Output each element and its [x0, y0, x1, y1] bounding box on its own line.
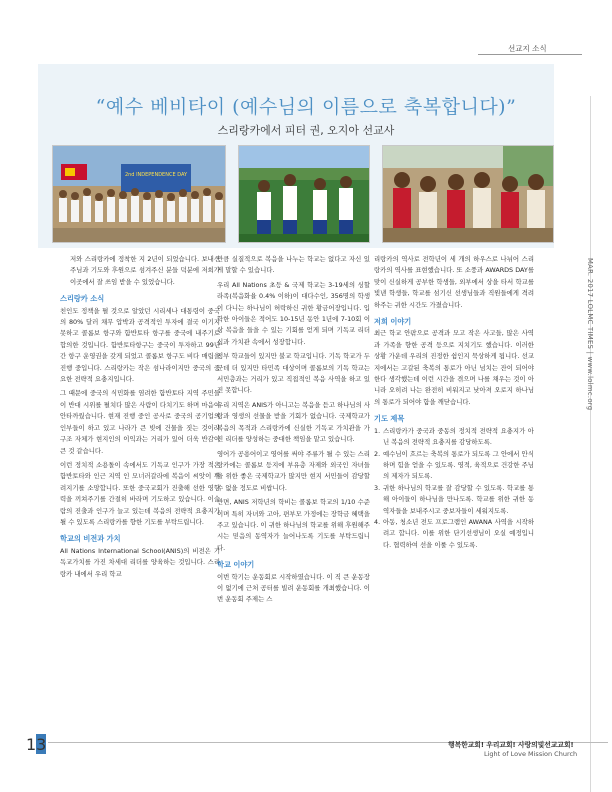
- paragraph: 이번 학기는 운동회로 시작하였습니다. 이 직 큰 운동장이 없기에 근처 공터를 빌려 운동회를 개최했습니다. 이번 운동회 주제는 스: [217, 572, 370, 604]
- section-heading: 스리랑카 소식: [60, 294, 105, 304]
- photo-sports-day: [238, 145, 370, 243]
- article-byline: 스리랑카에서 피터 권, 오지아 선교사: [217, 124, 395, 137]
- photo-children-group: [382, 145, 554, 243]
- paragraph: 리랑카의 역사로 전학년이 세 개의 하우스로 나뉘어 스리랑카의 역사를 표현했습니다. 또 소풍과 AWARDS DAY를 맞이 신실하게 공부한 학생들, 외부에서 상을 타서 학교를 빛낸 학생들, 학교를 섬기신 선생님들과 직원들에게 격려하주는 귀한 시간도 가졌습니다.: [374, 255, 534, 309]
- photo-school-assembly: [52, 145, 226, 243]
- header-divider: [478, 54, 582, 55]
- paragraph: 만큼 실질적으로 복음을 나누는 학교는 없다고 자신 있게 말할 수 있습니다.: [217, 255, 370, 275]
- section-heading: 기도 제목: [374, 414, 405, 424]
- footer-church-name: Light of Love Mission Church: [484, 750, 578, 758]
- prayer-list: [374, 426, 534, 551]
- paragraph: 정부 학교들이 있지만 불교 학교입니다. 기독 학교가 두 군데 더 있지만 타민족 대상이며 콜롬보의 기독 학교는 서민층과는 거리가 있고 직접적인 복음 사역을 하고 있진 못합니다.: [217, 352, 370, 395]
- list-item: 4. 아동, 청소년 전도 프로그램인 AWANA 사역을 시작하려고 합니다. 이를 위한 단기선생님이 오실 예정입니다. 협력하여 선을 이룰 수 있도록.: [374, 517, 534, 549]
- section-heading: 학교의 비전과 가치: [60, 534, 121, 544]
- section-heading: 저희 이야기: [374, 317, 412, 327]
- section-heading: 학교 이야기: [217, 560, 255, 570]
- list-item: 3. 귀한 하나님의 학교를 잘 감당할 수 있도록. 학교를 통해 아이들이 하나님을 만나도록. 학교를 위한 귀한 동역자들을 보내주시고 중보자들이 세워지도록.: [374, 483, 534, 515]
- article-column-3: [374, 254, 534, 551]
- paragraph: 친인도 정책을 펼 것으로 알았던 시리세나 대통령이 중국의 80% 달러 채무 압박과 공격적인 투자에 결국 이기지 못하고 콜롬보 항구와 함반토타 항구를 중국에 내주기로 합의한 것입니다. 함반토타항구는 중국이 투자하고 99년간 항구 운영권을 갖게 되었고 콜롬보 항구도 비다 매립을 진행 중입니다. 스리랑카는 작은 섬나라이지만 중국의 중요한 전략적 요충지입니다.: [60, 306, 220, 384]
- paragraph: 그 때문에 중국의 식민화를 염려한 함반토타 지역 주민들이 반대 시위를 펼치다 많은 사람이 다치기도 하며 마음이 안타까웠습니다. 현재 진행 중인 공사로 중국의 공기업의 인부들이 하고 있고 나라가 큰 빚에 건물을 짓는 것이라 구조 자체가 현지인의 이익과는 거리가 있어 더욱 반감이 큰 것 같습니다.: [60, 389, 220, 455]
- paragraph: 우리 지역은 ANIS가 아니고는 복음을 듣고 하나님의 사랑과 영생의 선물을 받을 기회가 없습니다. 국제학교가 복음의 목적과 스리랑카에 신실한 기독교 가치관을 가진 리더를 양성하는 중대한 책임을 맡고 있습니다.: [217, 400, 370, 444]
- banner-text: 2nd INDEPENDENCE DAY: [124, 172, 188, 178]
- list-item: 2. 예수님이 흐르는 축복의 통로가 되도록 그 안에서 안식하며 힘을 얻을 수 있도록. 영적, 육적으로 건강한 주님의 제자가 되도록.: [374, 449, 534, 481]
- list-item: 1. 스리랑카가 중국과 중동의 정치적 전략적 요충지가 아닌 복음의 전략적 요충지를 감당하도록.: [374, 426, 534, 447]
- section-label: 선교지 소식: [508, 44, 547, 53]
- paragraph: All Nations International School(ANIS)의 비전은 기독교가치를 가진 차세대 리더를 양육하는 것입니다. 스리랑카 내에서 우리 학교: [60, 546, 220, 578]
- issue-sidebar: [584, 258, 596, 578]
- paragraph: 우리 All Nations 초등 & 국제 학교는 3-19세의 싱할라족(복음화율 0.4% 이하)이 대다수인, 356명의 학생이 다니는 하나님이 허락하신 귀한 황금어장입니다. 입학한 아이들은 적어도 10-15년 동안 1년에 7-10회 이상 복음을 들을 수 있는 기회를 얻게 되며 기독교 리더십과 가치관 속에서 성장합니다.: [217, 280, 370, 346]
- paragraph: 영어가 공용어이고 영어를 써야 주류가 될 수 있는 스리랑카에는 콜롬보 등지에 부유층 자제와 외국인 자녀들을 위한 좋은 국제학교가 많지만 현지 서민들이 감당할 수 없을 정도로 비쌉니다.: [217, 449, 370, 492]
- article-column-2: [217, 254, 370, 609]
- paragraph: 반면, ANIS 저학년의 학비는 콜롬보 학교의 1/10 수준이며 특히 자녀와 고아, 편부모 가정에는 장학금 혜택을 주고 있습니다. 이 귀한 하나님의 학교를 위해 후원해주시는 믿음의 동역자가 늘어나도록 기도를 부탁드립니다.: [217, 498, 370, 552]
- article-title: “예수 베비타이 (예수님의 이름으로 축복합니다)”: [95, 96, 517, 118]
- footer-church-slogan: 행복한교회! 우리교회! 사랑의빛선교교회!: [448, 741, 574, 749]
- issue-sidebar-text: MAR. 2017 LOLMC TIMES | www.lolmc.org: [586, 258, 594, 411]
- page-number: 13: [26, 735, 47, 754]
- article-column-1: [60, 254, 220, 583]
- paragraph: 이런 정치적 소용돌이 속에서도 기독교 인구가 가장 적은 함반토타와 인근 지역 인 모너러갈라에 복음이 씨앗이 뿌려지기를 소망합니다. 또한 중국교회가 진출해 선한 영향력을 끼쳐주기를 간절히 바라며 기도하고 있습니다. 이슬람의 진출과 인구가 늘고 있는데 복음의 전략적 요충지가 될 수 있도록 스리랑카를 향한 기도를 부탁드립니다.: [60, 460, 220, 526]
- paragraph: 저와 스리랑카에 정착한 지 2년이 되었습니다. 보내신 주님과 기도와 후원으로 섬겨주신 분들 덕분에 저희가 이곳에서 잘 쓰임 받을 수 있었습니다.: [70, 255, 220, 286]
- paragraph: 최근 학교 안팎으로 공격과 모고 작은 사고들, 많은 사역과 가족을 향한 공격 등으로 지치기도 했습니다. 이러한 상황 가운데 우리의 진정한 쉼인지 묵상하게 됩니다. 선교지에서는 고갈된 축복의 통로가 아닌 넘치는 잔이 되어야 한다 생각했는데 이런 시간을 겪으며 나를 채우는 것이 아니라 오히려 나는 완전히 비워지고 낮아져 오로지 하나님의 통로가 되어야 함을 깨닫습니다.: [374, 329, 534, 406]
